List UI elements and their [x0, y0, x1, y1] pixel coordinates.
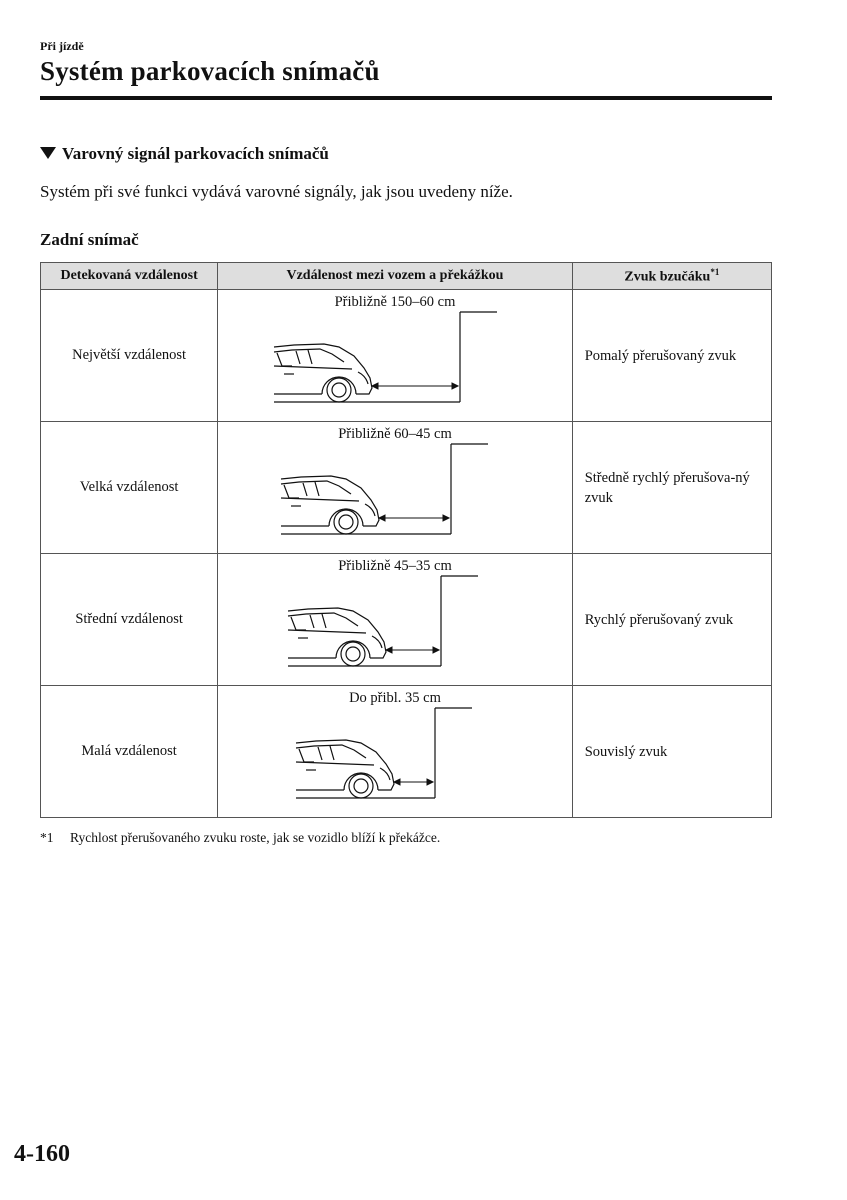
range-label: Přibližně 45–35 cm	[338, 558, 452, 574]
table-header-row	[41, 263, 772, 290]
car-rear-illustration-icon	[296, 740, 435, 798]
title-rule	[40, 96, 772, 100]
distance-cell: Střední vzdálenost	[41, 554, 218, 686]
distance-arrow-icon	[394, 779, 433, 785]
intro-paragraph: Systém při své funkci vydává varovné signály, jak jsou uvedeny níže.	[40, 182, 513, 201]
diagram-cell	[218, 554, 572, 686]
diagram-cell	[218, 290, 572, 422]
table-row	[41, 422, 772, 554]
distance-arrow-icon	[386, 647, 439, 653]
distance-cell: Velká vzdálenost	[41, 422, 218, 554]
col-header-sound	[572, 263, 771, 290]
footnote-mark: *1	[40, 830, 54, 845]
section-marker-triangle-icon	[40, 147, 56, 159]
col-header-distance: Detekovaná vzdálenost	[41, 263, 218, 290]
page-title: Systém parkovacích snímačů	[40, 56, 380, 86]
table-row	[41, 290, 772, 422]
sound-cell: Pomalý přerušovaný zvuk	[572, 290, 771, 422]
car-rear-illustration-icon	[274, 344, 460, 402]
subsection-heading	[40, 144, 329, 164]
page-number: 4-160	[14, 1141, 70, 1167]
range-label: Přibližně 150–60 cm	[334, 294, 456, 310]
distance-cell: Největší vzdálenost	[41, 290, 218, 422]
sensor-table	[40, 262, 772, 818]
range-label: Přibližně 60–45 cm	[338, 426, 452, 442]
diagram-cell	[218, 686, 572, 818]
sound-cell: Rychlý přerušovaný zvuk	[572, 554, 771, 686]
diagram-cell	[218, 422, 572, 554]
sound-cell: Středně rychlý přerušova-ný zvuk	[572, 422, 771, 554]
section-label: Při jízdě	[40, 39, 84, 53]
range-label: Do přibl. 35 cm	[349, 690, 441, 706]
table-heading: Zadní snímač	[40, 230, 139, 249]
subsection-title: Varovný signál parkovacích snímačů	[62, 144, 329, 163]
car-rear-illustration-icon	[288, 608, 441, 666]
distance-arrow-icon	[379, 515, 449, 521]
footnote-ref: *1	[710, 266, 720, 277]
col-header-range: Vzdálenost mezi vozem a překážkou	[218, 263, 572, 290]
footnote	[40, 830, 440, 846]
col-header-sound-label: Zvuk bzučáku	[624, 269, 711, 285]
car-rear-illustration-icon	[281, 476, 451, 534]
distance-cell: Malá vzdálenost	[41, 686, 218, 818]
sound-cell: Souvislý zvuk	[572, 686, 771, 818]
distance-arrow-icon	[372, 383, 458, 389]
footnote-text: Rychlost přerušovaného zvuku roste, jak se vozidlo blíží k překážce.	[70, 830, 441, 845]
table-row	[41, 686, 772, 818]
table-row	[41, 554, 772, 686]
